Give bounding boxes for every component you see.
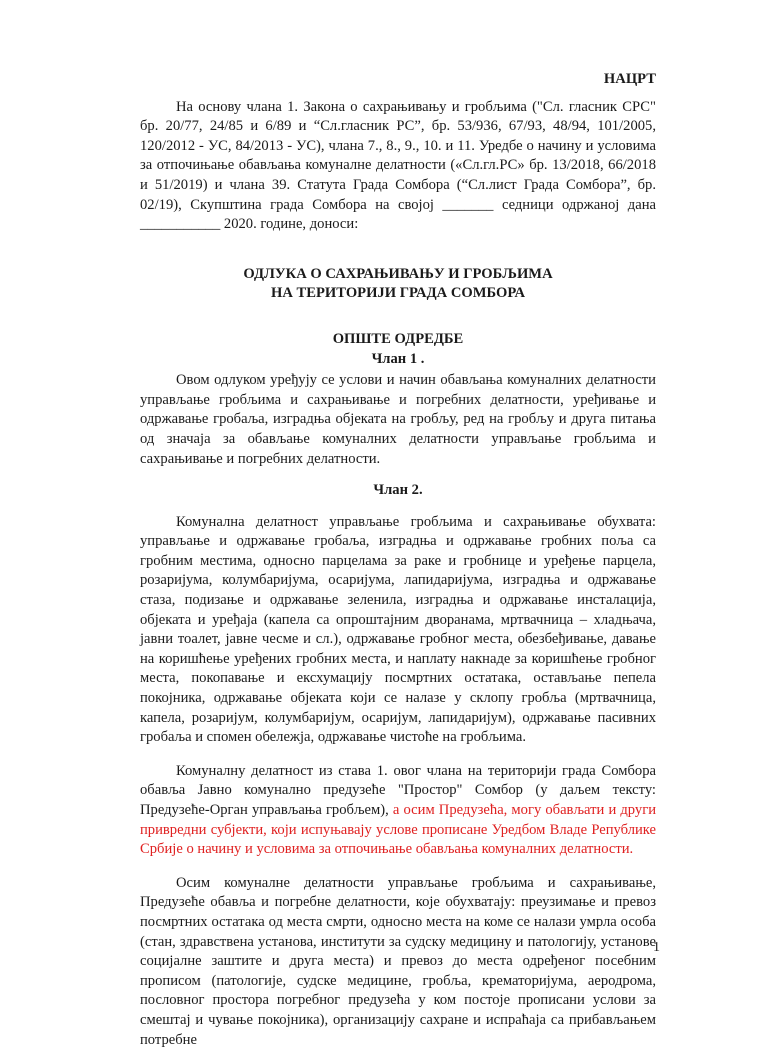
page-number: 1	[653, 940, 660, 955]
document-body	[140, 70, 656, 1050]
article-2-paragraph-3: Осим комуналне делатности управљање гробљима и сахрањивање, Предузеће обавља и погребне делатности, које обухватају: преузимање и превоз посмртних остатака од места смрти, односно места на коме се налази умрла особа (стан, здравствена установа, институти за судску медицину и патологију, установе социјалне заштите и друга места) и превоз до места одређеног посебним прописом (патологије, судске медицине, гробља, крематоријума, аеродрома, пословног простора погребног предузећа у ком постоје прописани услови за смештај и чување покојника), организацију сахране и испраћаја са прибављањем потребне	[140, 874, 656, 1048]
title-line-1: ОДЛУКА О САХРАЊИВАЊУ И ГРОБЉИМА	[243, 265, 553, 282]
draft-label: НАЦРТ	[603, 71, 656, 87]
title-line-2: НА ТЕРИТОРИЈИ ГРАДА СОМБОРА	[271, 285, 525, 302]
article-2-paragraph-1: Комунална делатност управљање гробљима и сахрањивање обухвата: управљање и одржавање гробаља, изградња и одржавање гробних поља са гробним местима, односно парцелама за раке и гробнице и уређење парцела, розаријума, колумбаријума, осаријума, лапидаријума, изградња и одржавање стаза, подизање и одржавање зеленила, изградња и одржавање инсталација, објеката и уређаја (капела са опроштајним дворанама, мртвачница – хладњача, јавни тоалет, јавне чесме и сл.), одржавање гробног места, обезбеђивање, давање на коришћење уређених гробних места, и наплату накнаде за коришћење гробног места, покопавање и ексхумацију посмртних остатака, остављање пепела покојника, одржавање објеката који се налазе у склопу гробља (мртвачница, капела, розаријум, колумбаријум, осаријум, лапидаријум), одржавање пасивних гробаља и спомен обележја, одржавање чистоће на гробљима.	[140, 513, 656, 746]
article-2-heading: Члан 2.	[373, 482, 423, 499]
article-2-paragraph-2	[140, 762, 656, 860]
article-1-heading: Члан 1 .	[371, 350, 425, 367]
section-heading: ОПШТЕ ОДРЕДБЕ	[332, 330, 464, 347]
article-1-paragraph: Овом одлуком уређују се услови и начин обављања комуналних делатности управљање гробљима и сахрањивање и погребних делатности, уређивање и одржавање гробаља, изградња објеката на гробљу, ред на гробљу и друга питања од значаја за обављање комуналних делатности управљање гробљима и сахрањивање и погребних делатности.	[140, 372, 656, 467]
preamble-paragraph: На основу члана 1. Закона о сахрањивању и гробљима ("Сл. гласник СРС" бр. 20/77, 24/85 и 6/89 и “Сл.гласник РС”, бр. 53/936, 67/93, 48/94, 101/2005, 120/2012 - УС, 84/2013 - УС), члана 7., 8., 9., 10. и 11. Уредбе о начину и условима за отпочињање обављања комуналне делатности («Сл.гл.РС» бр. 13/2018, 66/2018 и 51/2019) и члана 39. Статута Града Сомбора (“Сл.лист Града Сомбора”, бр. 02/19), Скупштина града Сомбора на својој _______ седници одржаној дана ___________ 2020. године, доноси:	[140, 98, 656, 233]
article-2-paragraph-2-text: Комуналну делатност из става 1. овог члана на територији града Сомбора обавља Јавно комунално предузеће "Простор" Сомбор (у даљем тексту: Предузеће-Орган управљања гробљем),	[140, 762, 656, 818]
article-2-paragraph-2-red-text: а осим Предузећа, могу обављати и други привредни субјекти, који испуњавају услове прописане Уредбом Владе Републике Србије о начину и условима за отпочињање обављања комуналних делатности.	[140, 802, 657, 858]
document-title	[140, 265, 656, 304]
